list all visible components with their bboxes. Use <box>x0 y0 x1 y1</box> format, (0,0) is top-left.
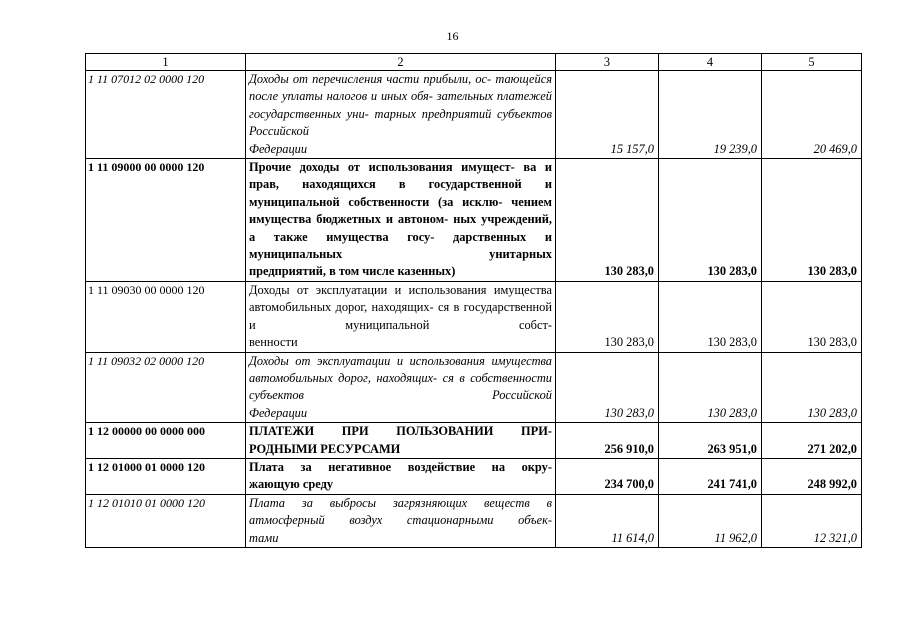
income-name-line: ся в государственной и муниципальной собст- <box>249 300 552 332</box>
income-name-line: чением имущества бюджетных и автоном- <box>249 194 552 227</box>
income-name-line: имущества автомобильных дорог, находящих- <box>249 282 552 315</box>
amount-cell-col-5: 248 992,0 <box>762 458 862 494</box>
income-name-line: Доходы от эксплуатации и использования <box>249 282 487 297</box>
table-row <box>86 458 862 494</box>
amount-cell-col-4: 263 951,0 <box>659 423 762 459</box>
amount-cell-col-3: 130 283,0 <box>556 159 659 282</box>
amount-cell-col-4: 19 239,0 <box>659 71 762 159</box>
amount-cell-col-3: 11 614,0 <box>556 494 659 547</box>
income-name-line: Плата за выбросы загрязняющих веществ в <box>249 495 552 510</box>
income-name-line: Прочие доходы от использования имущест- <box>249 160 515 175</box>
income-name-line: тарных предприятий субъектов Российской <box>249 106 552 139</box>
income-name-line: атмосферный воздух стационарными объек- <box>249 513 552 528</box>
amount-cell-col-5: 130 283,0 <box>762 159 862 282</box>
income-name-cell <box>246 494 556 547</box>
budget-table <box>85 53 862 548</box>
income-name-cell <box>246 71 556 159</box>
income-name-line: тающейся после уплаты налогов и иных обя- <box>249 72 552 104</box>
header-cell-3: 3 <box>556 54 659 71</box>
amount-cell-col-5: 20 469,0 <box>762 71 862 159</box>
amount-cell-col-4: 130 283,0 <box>659 281 762 352</box>
budget-code-cell: 1 12 00000 00 0000 000 <box>86 423 246 459</box>
income-name-line: имущества автомобильных дорог, находящих- <box>249 353 553 385</box>
table-row <box>86 352 862 423</box>
income-name-line: Плата за негативное воздействие на окру- <box>249 459 552 474</box>
income-name-line: зательных платежей государственных уни- <box>249 89 552 121</box>
income-name-line: дарственных и муниципальных унитарных <box>249 229 552 262</box>
amount-cell-col-4: 130 283,0 <box>659 159 762 282</box>
income-name-line: и муниципальной собственности (за исклю- <box>249 177 552 209</box>
income-name-line: ных учреждений, а также имущества госу- <box>249 212 552 244</box>
income-name-line: ПЛАТЕЖИ ПРИ ПОЛЬЗОВАНИИ ПРИ- <box>249 424 552 439</box>
income-name-cell <box>246 458 556 494</box>
income-name-line: Федерации <box>249 141 308 156</box>
amount-cell-col-5: 130 283,0 <box>762 352 862 423</box>
income-name-line: Доходы от эксплуатации и использования <box>249 353 485 368</box>
amount-cell-col-4: 130 283,0 <box>659 352 762 423</box>
page-number: 16 <box>446 29 459 43</box>
table-row <box>86 281 862 352</box>
amount-cell-col-3: 15 157,0 <box>556 71 659 159</box>
income-name-line: РОДНЫМИ РЕСУРСАМИ <box>249 441 401 456</box>
amount-cell-col-5: 271 202,0 <box>762 423 862 459</box>
income-name-cell <box>246 281 556 352</box>
amount-cell-col-5: 130 283,0 <box>762 281 862 352</box>
budget-code-cell: 1 11 09032 02 0000 120 <box>86 352 246 423</box>
income-name-line: тами <box>249 530 279 545</box>
amount-cell-col-3: 256 910,0 <box>556 423 659 459</box>
income-name-line: ва и прав, находящихся в государственной <box>249 160 552 192</box>
header-cell-4: 4 <box>659 54 762 71</box>
amount-cell-col-4: 11 962,0 <box>659 494 762 547</box>
budget-code-cell: 1 11 07012 02 0000 120 <box>86 71 246 159</box>
income-name-cell <box>246 352 556 423</box>
budget-code-cell: 1 12 01000 01 0000 120 <box>86 458 246 494</box>
income-name-line: ся в собственности субъектов Российской <box>249 370 552 403</box>
header-cell-1: 1 <box>86 54 246 71</box>
amount-cell-col-4: 241 741,0 <box>659 458 762 494</box>
amount-cell-col-5: 12 321,0 <box>762 494 862 547</box>
amount-cell-col-3: 130 283,0 <box>556 352 659 423</box>
income-name-line: Федерации <box>249 405 308 420</box>
table-row <box>86 71 862 159</box>
table-row <box>86 159 862 282</box>
income-name-line: Доходы от перечисления части прибыли, ос- <box>249 72 492 86</box>
income-name-line: венности <box>249 335 298 350</box>
budget-code-cell: 1 12 01010 01 0000 120 <box>86 494 246 547</box>
table-header-row <box>86 54 862 71</box>
budget-code-cell: 1 11 09000 00 0000 120 <box>86 159 246 282</box>
amount-cell-col-3: 130 283,0 <box>556 281 659 352</box>
table-row <box>86 423 862 459</box>
income-name-line: жающую среду <box>249 477 334 492</box>
table-row <box>86 494 862 547</box>
amount-cell-col-3: 234 700,0 <box>556 458 659 494</box>
header-cell-2: 2 <box>246 54 556 71</box>
header-cell-5: 5 <box>762 54 862 71</box>
income-name-cell <box>246 159 556 282</box>
income-name-cell <box>246 423 556 459</box>
budget-code-cell: 1 11 09030 00 0000 120 <box>86 281 246 352</box>
income-name-line: предприятий, в том числе казенных) <box>249 264 456 279</box>
